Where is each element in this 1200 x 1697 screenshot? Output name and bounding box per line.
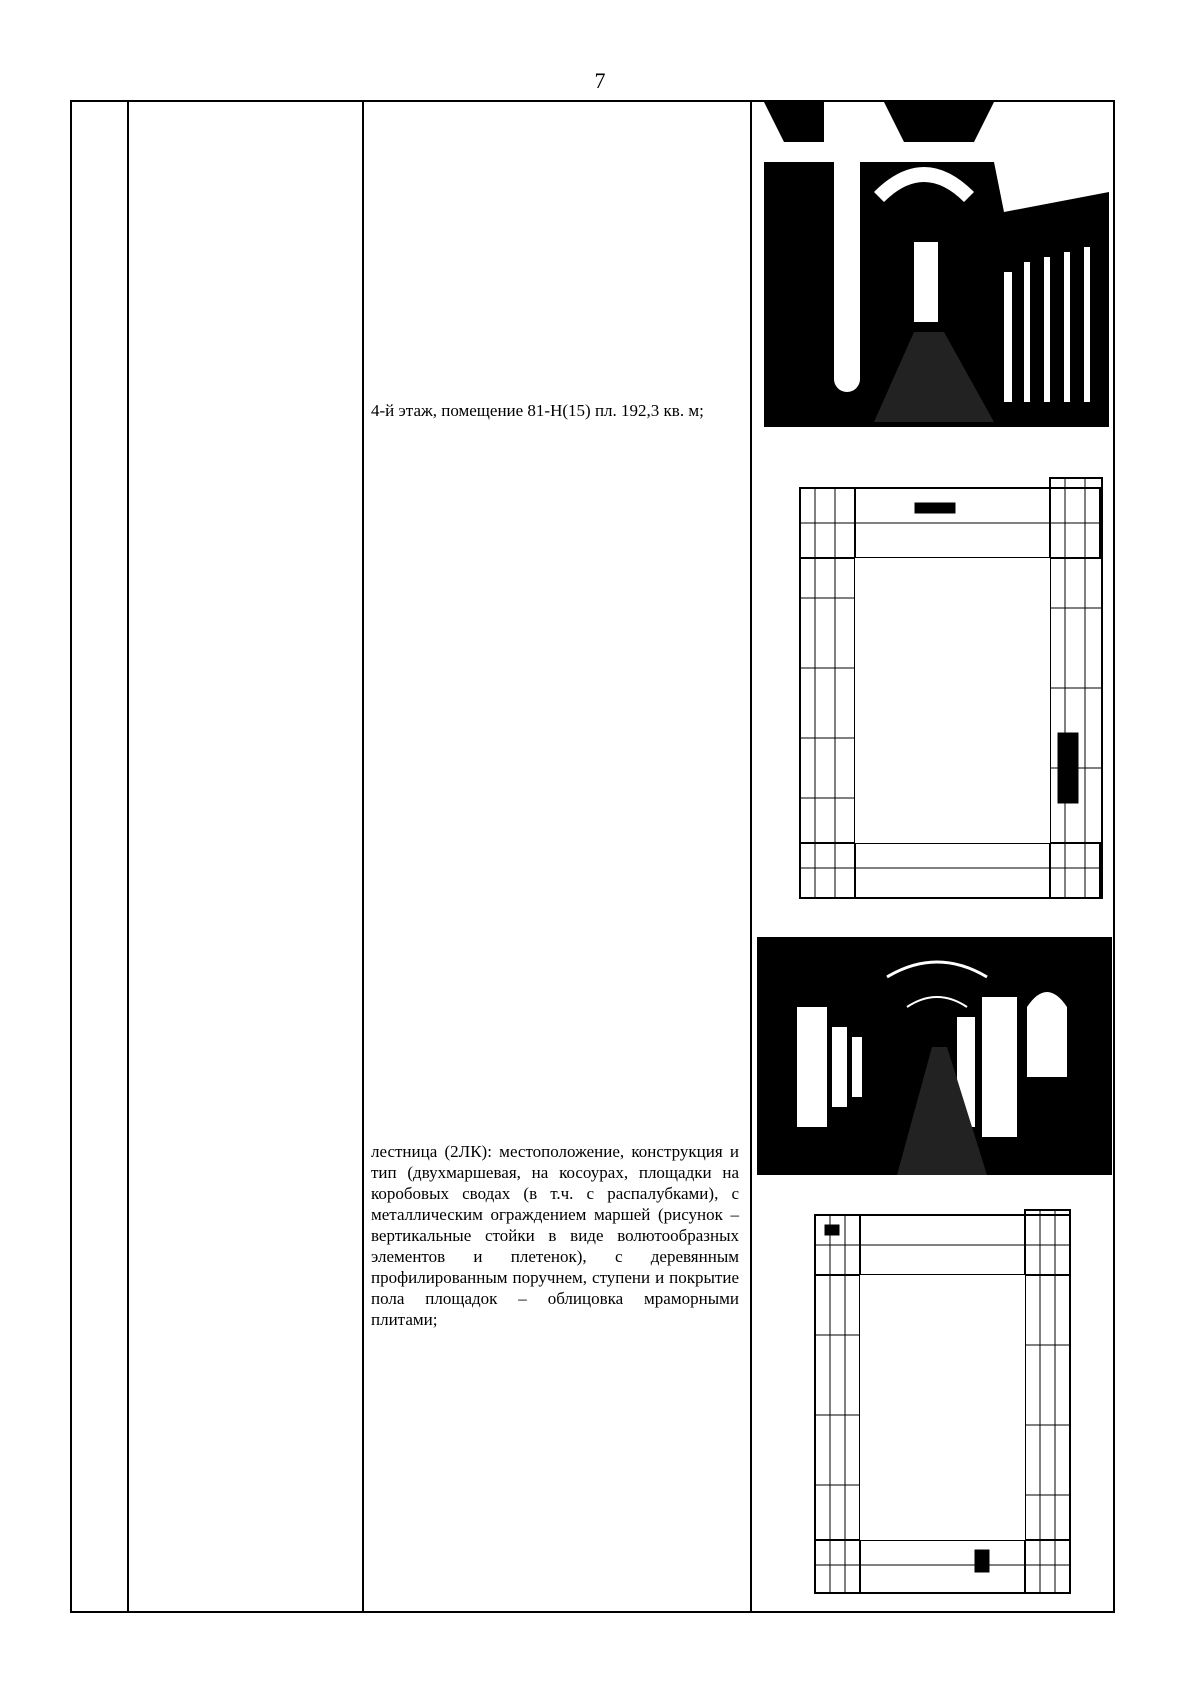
page-number: 7	[594, 68, 606, 93]
vaulted-corridor-photo	[757, 937, 1112, 1175]
corridor-photo	[764, 102, 1109, 427]
column-divider-1	[127, 102, 129, 1611]
column-divider-2	[362, 102, 364, 1611]
staircase-description: лестница (2ЛК): местоположение, конструкция и тип (двухмаршевая, на косоурах, площадки на коробовых сводах (в т.ч. с распалубками), с металлическим ограждением маршей (рисунок – вертикальные стойки в виде волютообразных элементов и плетенок), с деревянным профилированным поручнем, ступени и покрытие пола площадок – облицовка мраморными плитами;	[371, 1142, 739, 1329]
floor-plan-staircase	[800, 1195, 1080, 1603]
room-description: 4-й этаж, помещение 81-Н(15) пл. 192,3 кв. м;	[371, 401, 704, 420]
column-divider-3	[750, 102, 752, 1611]
floor-plan-4th-floor	[775, 448, 1115, 918]
